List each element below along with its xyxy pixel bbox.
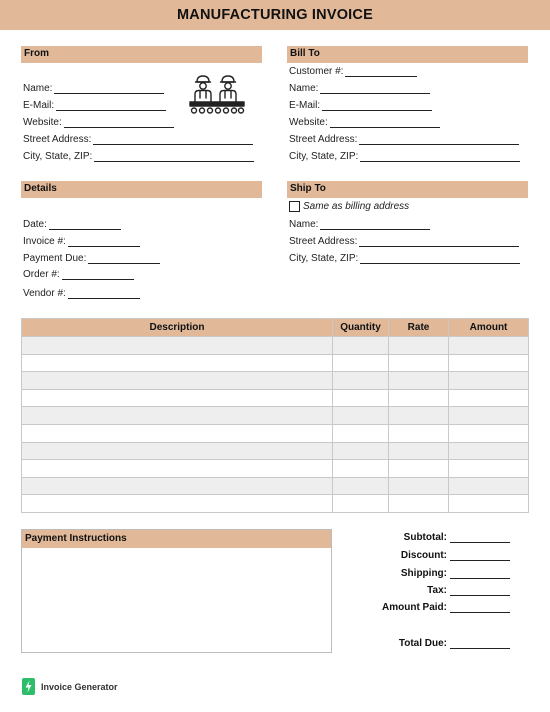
total-due-field[interactable] <box>450 637 510 649</box>
rate-cell[interactable] <box>389 372 449 390</box>
description-cell[interactable] <box>22 389 333 407</box>
subtotal-label: Subtotal: <box>403 532 447 543</box>
quantity-cell[interactable] <box>333 354 389 372</box>
payment-instructions-label: Payment Instructions <box>25 533 127 544</box>
from-website-label: Website: <box>23 117 62 128</box>
quantity-cell[interactable] <box>333 442 389 460</box>
bill-to-header <box>287 46 528 63</box>
table-row <box>22 354 529 372</box>
ship-street-label: Street Address: <box>289 236 358 247</box>
amount-cell[interactable] <box>449 354 529 372</box>
description-cell[interactable] <box>22 460 333 478</box>
customer-number-label: Customer #: <box>289 66 344 77</box>
ship-to-header-label: Ship To <box>290 183 326 194</box>
payment-due-field[interactable] <box>23 253 160 264</box>
payment-instructions-box[interactable] <box>21 529 332 653</box>
bolt-icon <box>22 678 35 695</box>
amount-cell[interactable] <box>449 372 529 390</box>
quantity-cell[interactable] <box>333 407 389 425</box>
rate-cell[interactable] <box>389 460 449 478</box>
order-number-field[interactable] <box>23 269 134 280</box>
shipping-field[interactable] <box>450 567 510 579</box>
bill-to-header-label: Bill To <box>290 48 320 59</box>
from-name-label: Name: <box>23 83 53 94</box>
amount-cell[interactable] <box>449 460 529 478</box>
discount-field[interactable] <box>450 549 510 561</box>
description-cell[interactable] <box>22 354 333 372</box>
table-row <box>22 442 529 460</box>
tax-label: Tax: <box>427 585 447 596</box>
details-header <box>21 181 262 198</box>
order-number-label: Order #: <box>23 269 60 280</box>
same-as-billing-checkbox[interactable] <box>289 201 300 212</box>
quantity-cell[interactable] <box>333 477 389 495</box>
description-cell[interactable] <box>22 495 333 513</box>
amount-cell[interactable] <box>449 337 529 355</box>
description-cell[interactable] <box>22 407 333 425</box>
ship-city-label: City, State, ZIP: <box>289 253 359 264</box>
amount-cell[interactable] <box>449 495 529 513</box>
rate-cell[interactable] <box>389 442 449 460</box>
rate-cell[interactable] <box>389 477 449 495</box>
table-row <box>22 337 529 355</box>
description-cell[interactable] <box>22 337 333 355</box>
rate-cell[interactable] <box>389 407 449 425</box>
amount-cell[interactable] <box>449 407 529 425</box>
ship-name-field[interactable] <box>289 219 430 230</box>
column-rate: Rate <box>389 319 449 337</box>
quantity-cell[interactable] <box>333 337 389 355</box>
from-street-label: Street Address: <box>23 134 92 145</box>
description-cell[interactable] <box>22 424 333 442</box>
amount-paid-field[interactable] <box>450 601 510 613</box>
amount-cell[interactable] <box>449 424 529 442</box>
rate-cell[interactable] <box>389 389 449 407</box>
tax-field[interactable] <box>450 584 510 596</box>
bill-city-field[interactable] <box>289 151 520 162</box>
table-row <box>22 407 529 425</box>
brand-name: Invoice Generator <box>41 681 118 692</box>
ship-city-field[interactable] <box>289 253 520 264</box>
bill-name-field[interactable] <box>289 83 430 94</box>
from-city-field[interactable] <box>23 151 254 162</box>
invoice-title: MANUFACTURING INVOICE <box>177 7 373 23</box>
rate-cell[interactable] <box>389 495 449 513</box>
table-row <box>22 460 529 478</box>
bill-street-label: Street Address: <box>289 134 358 145</box>
from-email-label: E-Mail: <box>23 100 55 111</box>
vendor-number-label: Vendor #: <box>23 288 66 299</box>
ship-to-header <box>287 181 528 198</box>
amount-paid-label: Amount Paid: <box>382 602 447 613</box>
from-name-field[interactable] <box>23 83 164 94</box>
amount-cell[interactable] <box>449 477 529 495</box>
table-row <box>22 389 529 407</box>
ship-street-field[interactable] <box>289 236 519 247</box>
rate-cell[interactable] <box>389 354 449 372</box>
invoice-number-field[interactable] <box>23 236 140 247</box>
table-row <box>22 495 529 513</box>
amount-cell[interactable] <box>449 442 529 460</box>
same-as-billing-label: Same as billing address <box>303 201 410 212</box>
line-items-table <box>21 318 529 513</box>
column-description: Description <box>22 319 333 337</box>
quantity-cell[interactable] <box>333 460 389 478</box>
date-field[interactable] <box>23 219 121 230</box>
rate-cell[interactable] <box>389 337 449 355</box>
description-cell[interactable] <box>22 442 333 460</box>
vendor-number-field[interactable] <box>23 288 140 299</box>
rate-cell[interactable] <box>389 424 449 442</box>
from-email-field[interactable] <box>23 100 166 111</box>
from-header-label: From <box>24 48 49 59</box>
bill-name-label: Name: <box>289 83 319 94</box>
bill-email-field[interactable] <box>289 100 432 111</box>
from-website-field[interactable] <box>23 117 174 128</box>
title-bar <box>0 0 550 30</box>
shipping-label: Shipping: <box>400 568 447 579</box>
description-cell[interactable] <box>22 372 333 390</box>
from-street-field[interactable] <box>23 134 253 145</box>
from-header <box>21 46 262 63</box>
brand-footer[interactable] <box>22 678 118 695</box>
payment-due-label: Payment Due: <box>23 253 87 264</box>
column-amount: Amount <box>449 319 529 337</box>
bill-email-label: E-Mail: <box>289 100 321 111</box>
table-row <box>22 477 529 495</box>
factory-workers-icon <box>188 73 246 115</box>
bill-street-field[interactable] <box>289 134 519 145</box>
quantity-cell[interactable] <box>333 372 389 390</box>
invoice-number-label: Invoice #: <box>23 236 66 247</box>
payment-instructions-header <box>22 530 331 548</box>
quantity-cell[interactable] <box>333 495 389 513</box>
subtotal-field[interactable] <box>450 531 510 543</box>
quantity-cell[interactable] <box>333 424 389 442</box>
table-row <box>22 424 529 442</box>
description-cell[interactable] <box>22 477 333 495</box>
quantity-cell[interactable] <box>333 389 389 407</box>
customer-number-field[interactable] <box>289 66 417 77</box>
discount-label: Discount: <box>400 550 447 561</box>
bill-website-label: Website: <box>289 117 328 128</box>
total-due-label: Total Due: <box>398 638 447 649</box>
ship-name-label: Name: <box>289 219 319 230</box>
column-quantity: Quantity <box>333 319 389 337</box>
from-city-label: City, State, ZIP: <box>23 151 93 162</box>
table-row <box>22 372 529 390</box>
date-label: Date: <box>23 219 47 230</box>
bill-website-field[interactable] <box>289 117 440 128</box>
bill-city-label: City, State, ZIP: <box>289 151 359 162</box>
details-header-label: Details <box>24 183 57 194</box>
table-header-row <box>22 319 529 337</box>
amount-cell[interactable] <box>449 389 529 407</box>
